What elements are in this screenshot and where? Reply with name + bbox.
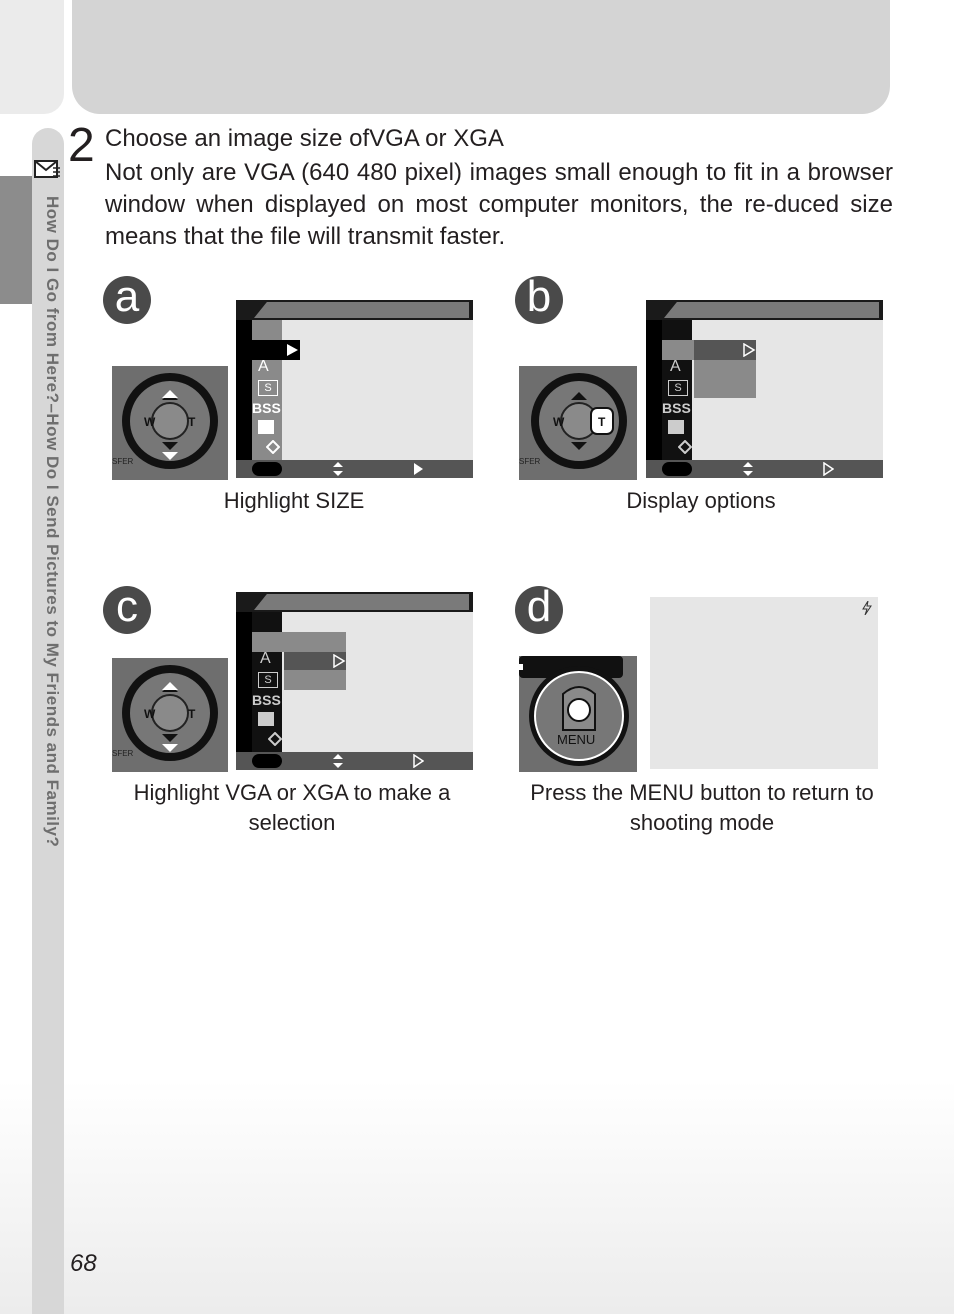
zoom-wide-label: W — [144, 415, 156, 429]
updown-arrow-icon — [742, 462, 754, 476]
lcd-bss: BSS — [662, 400, 691, 416]
transfer-label: SFER — [519, 457, 541, 466]
multi-selector-dial-a — [112, 366, 228, 480]
zoom-wide-label: W — [553, 415, 565, 429]
lcd-mode-s: S — [258, 672, 278, 688]
diamond-icon — [268, 732, 282, 746]
lcd-bss: BSS — [252, 400, 281, 416]
caption-a: Highlight SIZE — [223, 488, 365, 513]
right-arrow-outline-icon — [742, 343, 756, 357]
lcd-mode-a: A — [258, 358, 269, 375]
multi-selector-dial-b — [519, 366, 637, 480]
right-arrow-outline-icon — [822, 462, 834, 476]
panel-c-label: c — [103, 586, 151, 634]
shooting-mode-screen — [650, 597, 878, 769]
zoom-tele-label: T — [598, 415, 606, 429]
step-title: Choose an image size ofVGA or XGA — [105, 125, 504, 152]
menu-button-closeup — [519, 656, 637, 772]
step-description: Not only are VGA (640 480 pixel) images small enough to fit in a browser window when displayed on most computer monitors, the re-duced size means that the file will transmit faster. — [105, 159, 893, 250]
caption-c-line1: Highlight VGA or XGA to make a — [133, 780, 451, 805]
envelope-icon — [33, 158, 61, 182]
diamond-icon — [266, 440, 280, 454]
transfer-label: SFER — [112, 749, 134, 758]
diamond-icon — [678, 440, 692, 454]
top-corner-tab — [0, 0, 64, 114]
page-number: 68 — [70, 1250, 97, 1277]
side-tab-marker — [0, 176, 32, 304]
lcd-menu-screen-b — [646, 300, 883, 478]
header-banner — [72, 0, 890, 114]
lcd-mode-s: S — [258, 380, 278, 396]
zoom-tele-label: T — [188, 415, 196, 429]
transfer-label: SFER — [112, 457, 134, 466]
lcd-bss: BSS — [252, 692, 281, 708]
caption-d-line2: shooting mode — [629, 810, 775, 835]
lcd-mode-a: A — [670, 358, 681, 375]
menu-button-label: MENU — [557, 732, 596, 747]
panel-a-label: a — [103, 276, 151, 324]
updown-arrow-icon — [332, 462, 344, 476]
zoom-wide-label: W — [144, 707, 156, 721]
exposure-icon — [668, 420, 684, 434]
caption-b: Display options — [626, 488, 776, 513]
updown-arrow-icon — [332, 754, 344, 768]
exposure-icon — [258, 420, 274, 434]
zoom-tele-label: T — [188, 707, 196, 721]
right-arrow-outline-icon — [412, 754, 424, 768]
chapter-title-vertical: How Do I Go from Here?–How Do I Send Pictures to My Friends and Family? — [43, 196, 62, 848]
caption-c-line2: selection — [248, 810, 336, 835]
exposure-icon — [258, 712, 274, 726]
right-arrow-outline-icon — [332, 654, 346, 668]
lcd-mode-s: S — [668, 380, 688, 396]
multi-selector-dial-c — [112, 658, 228, 772]
lcd-menu-screen-a — [236, 300, 473, 478]
step-number: 2 — [68, 119, 95, 172]
caption-d-line1: Press the MENU button to return to — [530, 780, 874, 805]
select-arrow-icon — [284, 342, 300, 358]
panel-d-label: d — [515, 586, 563, 634]
flash-icon — [862, 601, 872, 615]
lcd-menu-screen-c — [236, 592, 473, 770]
right-arrow-icon — [412, 462, 424, 476]
panel-b-label: b — [515, 276, 563, 324]
lcd-mode-a: A — [260, 650, 271, 667]
